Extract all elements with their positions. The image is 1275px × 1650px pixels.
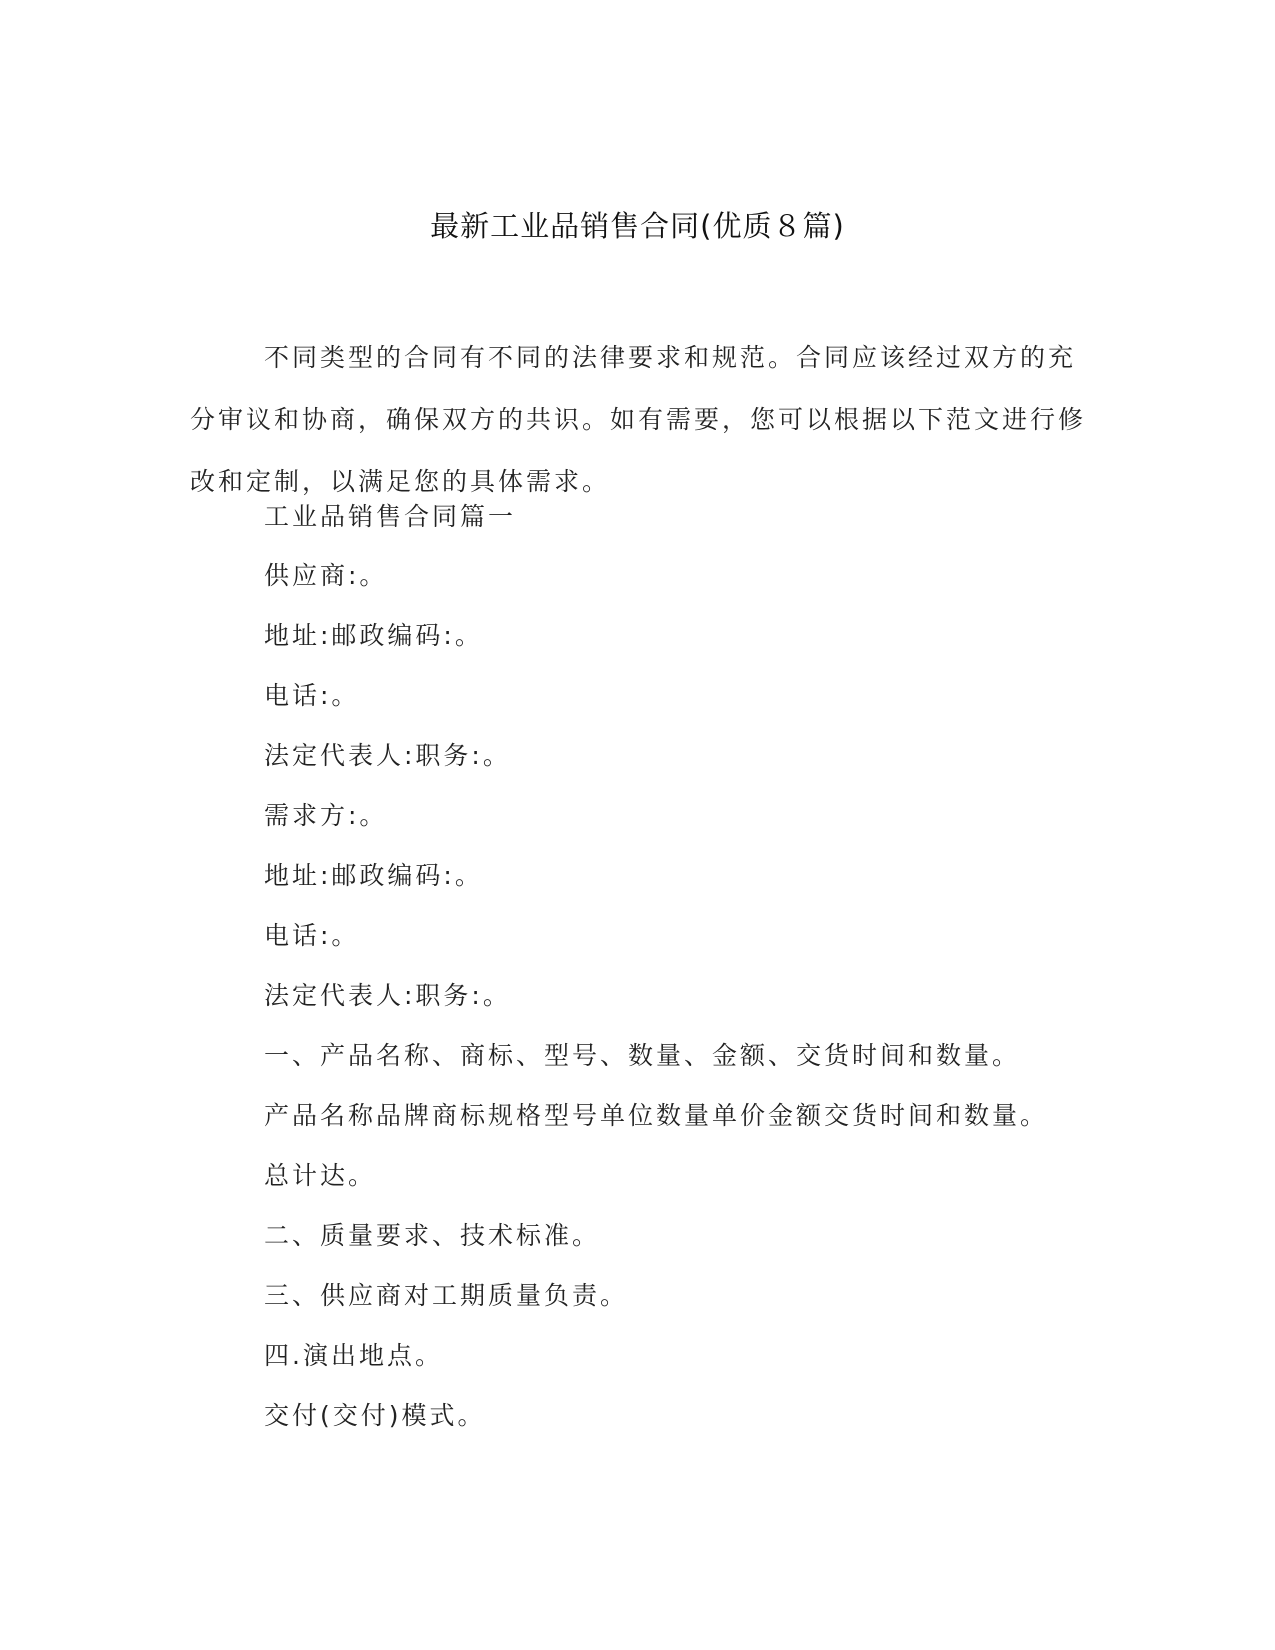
document-title: 最新工业品销售合同(优质８篇): [430, 209, 845, 243]
buyer-representative-line: 法定代表人:职务:。: [264, 981, 511, 1010]
section-heading: 工业品销售合同篇一: [264, 502, 517, 531]
intro-paragraph: 不同类型的合同有不同的法律要求和规范。合同应该经过双方的充分审议和协商，确保双方的共识。如有需要，您可以根据以下范文进行修改和定制，以满足您的具体需求。: [190, 343, 1087, 496]
buyer-phone-line: 电话:。: [264, 921, 360, 950]
clause-3: 三、供应商对工期质量负责。: [264, 1281, 629, 1310]
supplier-address-line: 地址:邮政编码:。: [264, 621, 483, 650]
delivery-mode-line: 交付(交付)模式。: [264, 1401, 486, 1430]
buyer-line: 需求方:。: [264, 801, 388, 830]
clause-1-detail: 产品名称品牌商标规格型号单位数量单价金额交货时间和数量。: [264, 1101, 1049, 1130]
buyer-address-line: 地址:邮政编码:。: [264, 861, 483, 890]
supplier-representative-line: 法定代表人:职务:。: [264, 741, 511, 770]
clause-4: 四.演出地点。: [264, 1341, 443, 1370]
supplier-phone-line: 电话:。: [264, 681, 360, 710]
clause-1-total: 总计达。: [264, 1161, 377, 1190]
clause-2: 二、质量要求、技术标准。: [264, 1221, 601, 1250]
clause-1: 一、产品名称、商标、型号、数量、金额、交货时间和数量。: [264, 1041, 1021, 1070]
supplier-line: 供应商:。: [264, 561, 388, 590]
